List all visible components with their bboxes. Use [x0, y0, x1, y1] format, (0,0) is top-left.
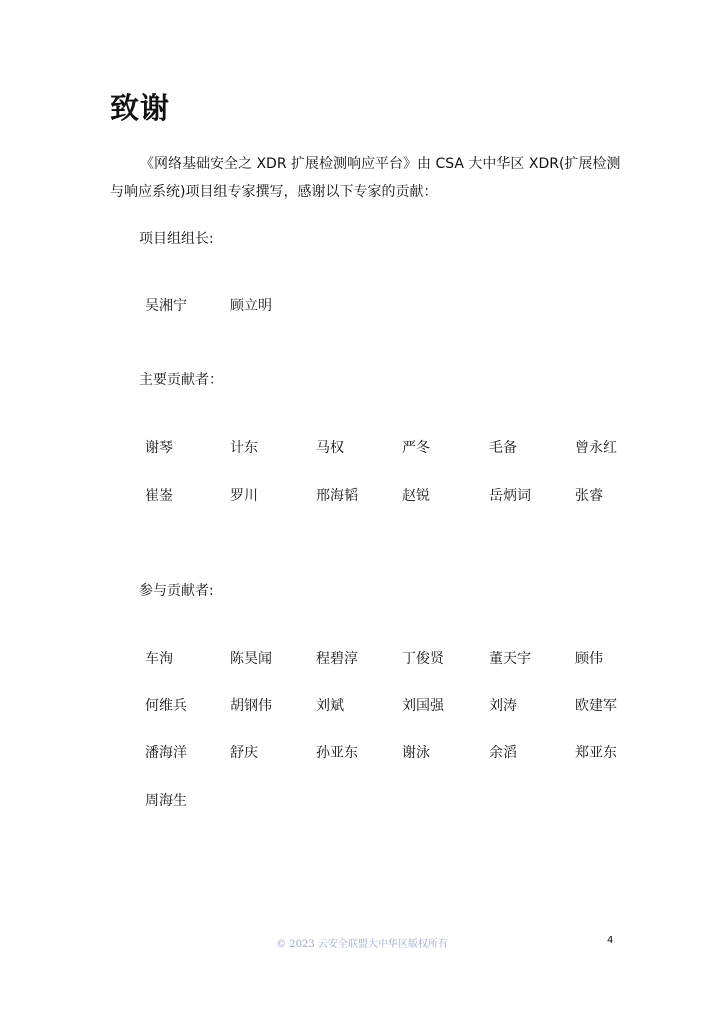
main-contributor-name: 赵锐	[402, 488, 430, 504]
participant-name: 潘海洋	[145, 745, 187, 761]
participant-name: 顾伟	[575, 651, 603, 667]
page-number: 4	[607, 935, 614, 946]
main-contributor-name: 马权	[316, 440, 344, 456]
participant-name: 刘涛	[489, 698, 517, 714]
lead-heading: 项目组组长:	[139, 231, 214, 247]
participant-name: 孙亚东	[316, 745, 358, 761]
participant-name: 谢泳	[402, 745, 430, 761]
participant-name: 丁俊贤	[402, 651, 444, 667]
participant-name: 欧建军	[575, 698, 617, 714]
main-contributor-name: 张睿	[575, 488, 603, 504]
main-contributor-name: 罗川	[230, 488, 258, 504]
participant-name: 何维兵	[145, 698, 187, 714]
main-contributor-name: 毛备	[489, 440, 517, 456]
participant-name: 董天宇	[489, 651, 531, 667]
copyright-footer: © 2023 云安全联盟大中华区版权所有	[276, 939, 448, 950]
participant-name: 刘斌	[316, 698, 344, 714]
main-contributor-name: 严冬	[402, 440, 430, 456]
page-title: 致谢	[110, 91, 171, 125]
participant-name: 车洵	[145, 651, 173, 667]
participant-name: 刘国强	[402, 698, 444, 714]
lead-name: 吴湘宁	[145, 298, 187, 314]
main-contributor-name: 谢琴	[145, 440, 173, 456]
main-contributors-heading: 主要贡献者：	[139, 372, 223, 388]
intro-paragraph: 《网络基础安全之 XDR 扩展检测响应平台》由 CSA 大中华区 XDR(扩展检测与响应系统)项目组专家撰写，感谢以下专家的贡献：	[110, 156, 621, 200]
main-contributor-name: 岳炳词	[489, 488, 531, 504]
participant-name: 余滔	[489, 745, 517, 761]
main-contributor-name: 曾永红	[575, 440, 617, 456]
participant-name: 程碧淳	[316, 651, 358, 667]
participant-name: 周海生	[145, 793, 187, 809]
participant-contributors-heading: 参与贡献者:	[139, 583, 214, 599]
participant-name: 舒庆	[230, 745, 258, 761]
lead-name: 顾立明	[230, 298, 272, 314]
participant-name: 胡钢伟	[230, 698, 272, 714]
main-contributor-name: 崔崟	[145, 488, 173, 504]
main-contributor-name: 计东	[230, 440, 258, 456]
participant-name: 郑亚东	[575, 745, 617, 761]
participant-name: 陈昊闻	[230, 651, 272, 667]
main-contributor-name: 邢海韬	[316, 488, 358, 504]
